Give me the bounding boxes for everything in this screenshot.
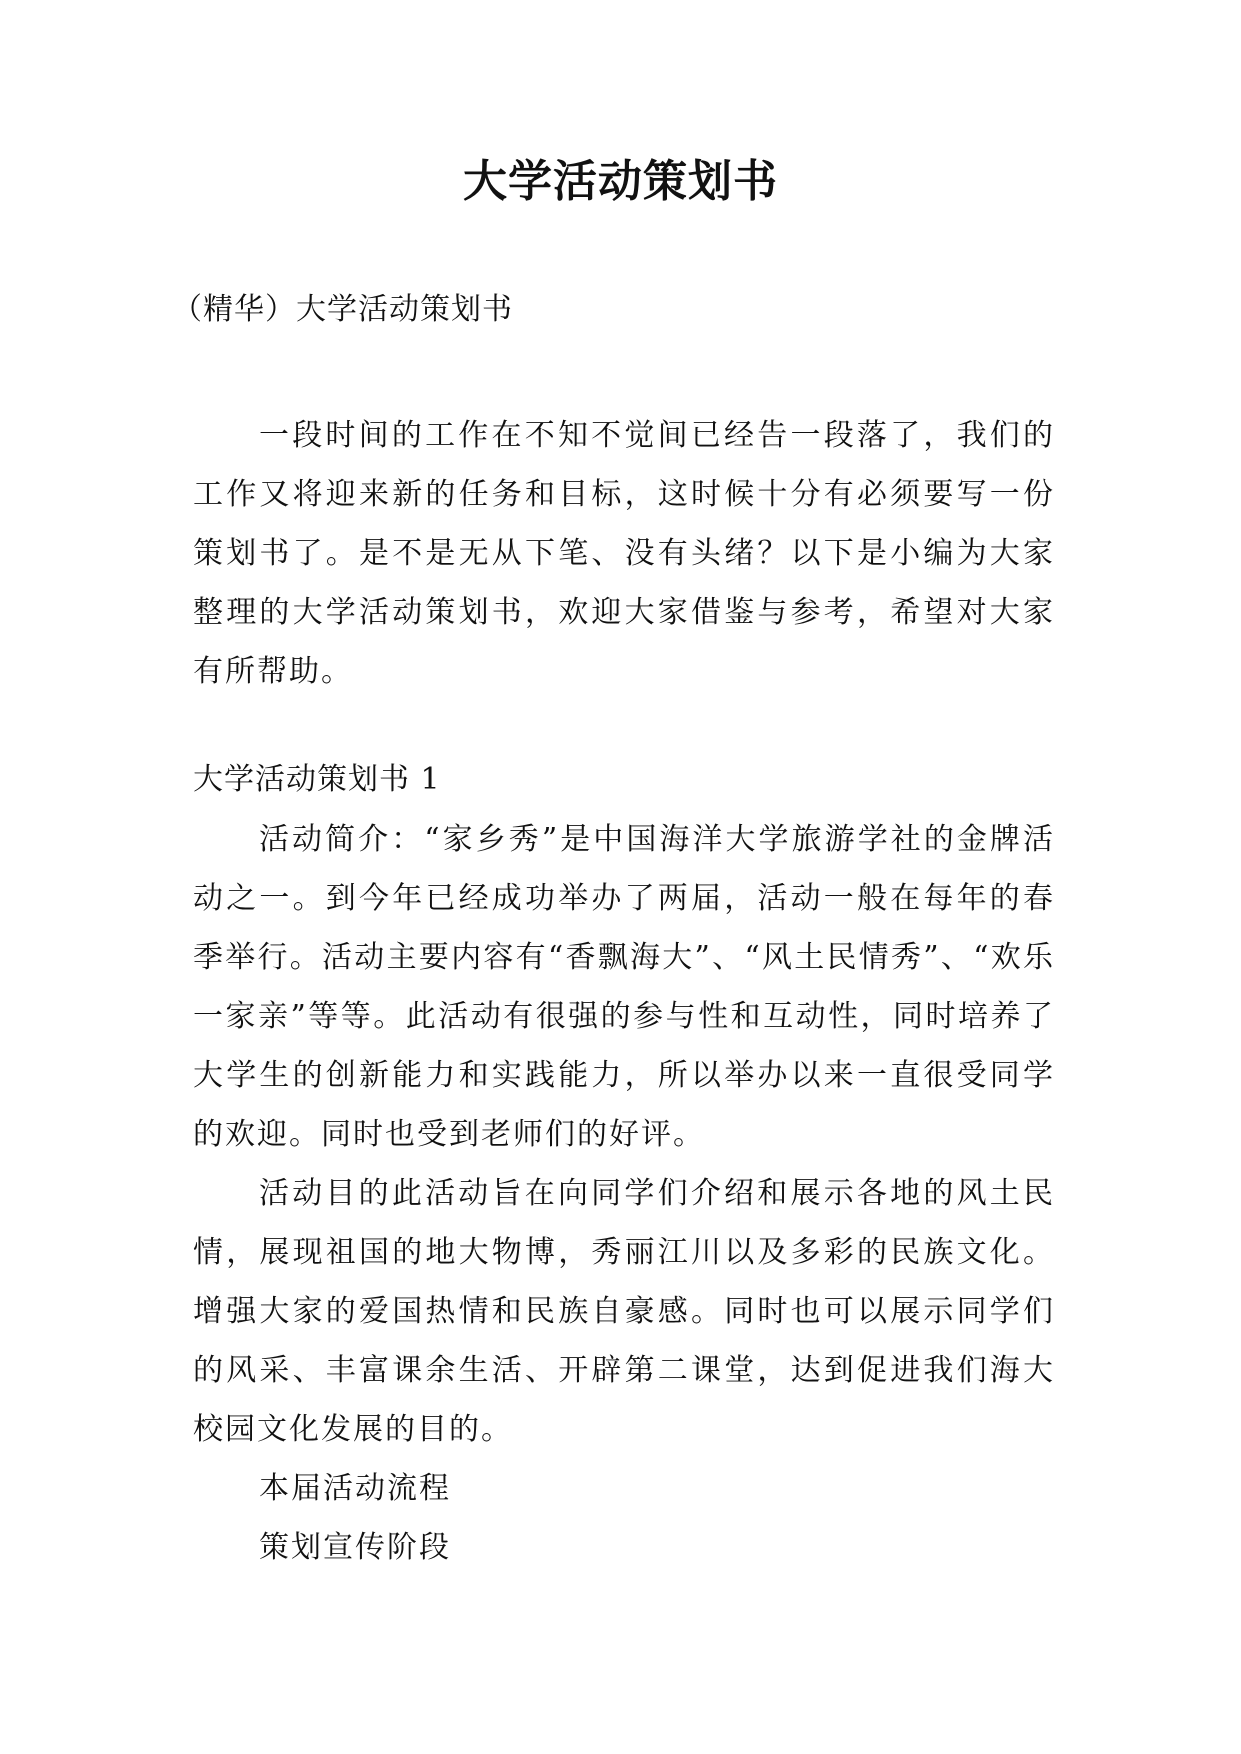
paragraph-planning-stage: 策划宣传阶段	[259, 1530, 451, 1565]
document-subtitle: （精华）大学活动策划书	[172, 292, 513, 327]
paragraph-activity-process: 本届活动流程	[259, 1471, 451, 1506]
section-heading: 大学活动策划书 1	[193, 762, 441, 797]
paragraph-activity-intro: 活动简介：“家乡秀”是中国海洋大学旅游学社的金牌活动之一。到今年已经成功举办了两届，活动一般在每年的春季举行。活动主要内容有“香飘海大”、“风土民情秀”、“欢乐一家亲”等等。此活动有很强的参与性和互动性，同时培养了大学生的创新能力和实践能力，所以举办以来一直很受同学的欢迎。同时也受到老师们的好评。	[193, 822, 1055, 1152]
document-title: 大学活动策划书	[463, 156, 778, 207]
intro-paragraph: 一段时间的工作在不知不觉间已经告一段落了，我们的工作又将迎来新的任务和目标，这时候十分有必须要写一份策划书了。是不是无从下笔、没有头绪？以下是小编为大家整理的大学活动策划书，欢迎大家借鉴与参考，希望对大家有所帮助。	[193, 418, 1055, 689]
section-body	[193, 810, 1055, 1577]
paragraph-activity-purpose: 活动目的此活动旨在向同学们介绍和展示各地的风土民情，展现祖国的地大物博，秀丽江川以及多彩的民族文化。增强大家的爱国热情和民族自豪感。同时也可以展示同学们的风采、丰富课余生活、开辟第二课堂，达到促进我们海大校园文化发展的目的。	[193, 1176, 1055, 1447]
